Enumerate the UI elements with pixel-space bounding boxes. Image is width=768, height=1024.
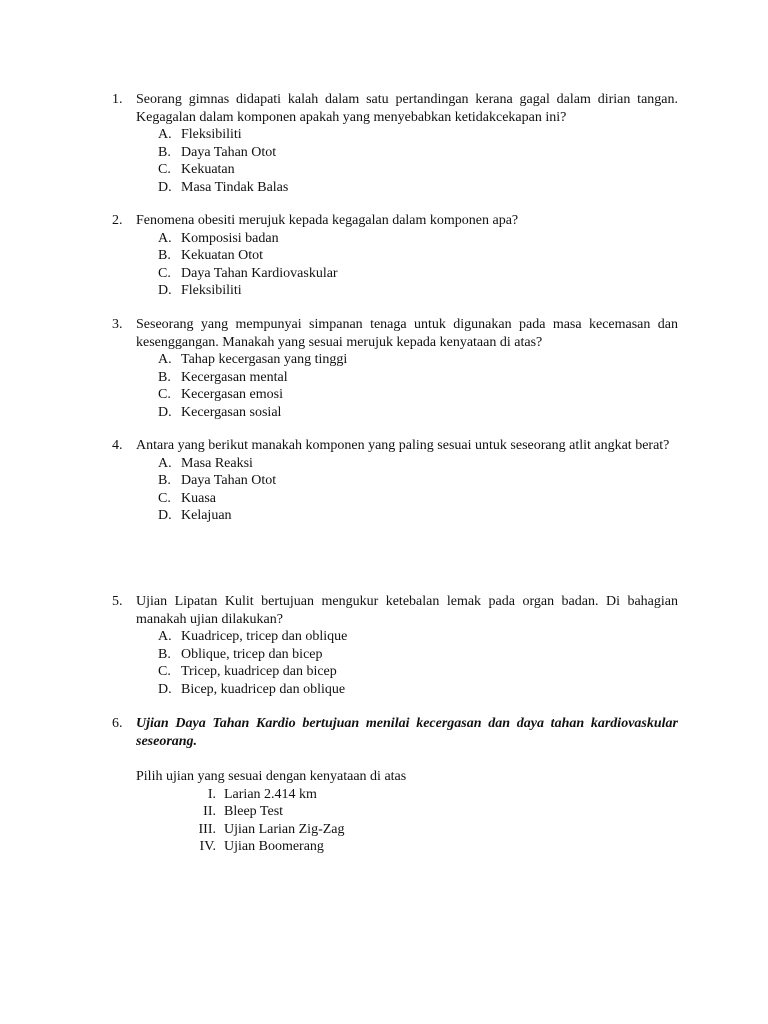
option-c[interactable] [158, 490, 678, 508]
question-text: Antara yang berikut manakah komponen yang paling sesuai untuk seseorang atlit angkat berat? [136, 438, 670, 453]
option-d[interactable] [158, 404, 678, 422]
option-label: C. [158, 265, 171, 281]
options-list [158, 628, 678, 698]
roman-label: I. [207, 786, 216, 802]
option-a[interactable] [158, 230, 678, 248]
question-1 [112, 91, 678, 196]
option-text: Daya Tahan Kardiovaskular [181, 265, 338, 281]
roman-label: II. [203, 804, 216, 819]
option-c[interactable] [158, 161, 678, 179]
question-text: Seseorang yang mempunyai simpanan tenaga untuk digunakan pada masa kecemasan dan kesenggangan. Manakah yang sesuai merujuk kepada kenyataan di atas? [136, 317, 678, 350]
question-4 [112, 437, 678, 525]
roman-item [112, 821, 678, 839]
option-text: Daya Tahan Otot [181, 144, 277, 160]
roman-list [112, 786, 678, 856]
roman-item [112, 803, 678, 821]
question-number: 6. [112, 716, 123, 731]
question-5 [112, 593, 678, 698]
option-text: Masa Reaksi [181, 455, 253, 471]
roman-label: III. [198, 821, 216, 837]
option-label: A. [158, 127, 172, 142]
option-label: A. [158, 629, 172, 644]
option-text: Masa Tindak Balas [181, 179, 289, 195]
option-label: B. [158, 144, 171, 160]
roman-label: IV. [199, 839, 216, 854]
option-text: Kelajuan [181, 508, 232, 523]
question-2 [112, 212, 678, 300]
question-number: 1. [112, 92, 123, 107]
option-text: Tahap kecergasan yang tinggi [181, 352, 348, 367]
option-text: Tricep, kuadricep dan bicep [181, 664, 337, 679]
roman-text: Ujian Boomerang [224, 839, 324, 854]
option-b[interactable] [158, 144, 678, 162]
options-list [158, 126, 678, 196]
question-number: 5. [112, 594, 123, 609]
option-text: Kekuatan [181, 162, 235, 177]
option-text: Kuasa [181, 490, 216, 506]
option-b[interactable] [158, 247, 678, 265]
roman-text: Ujian Larian Zig-Zag [224, 821, 345, 837]
question-text: Fenomena obesiti merujuk kepada kegagalan dalam komponen apa? [136, 213, 519, 228]
option-label: D. [158, 404, 172, 420]
option-c[interactable] [158, 265, 678, 283]
option-label: D. [158, 681, 172, 697]
option-text: Fleksibiliti [181, 283, 242, 298]
option-text: Kecergasan mental [181, 369, 288, 385]
option-label: C. [158, 664, 171, 679]
option-label: D. [158, 508, 172, 523]
option-label: B. [158, 248, 171, 263]
option-label: C. [158, 387, 171, 402]
option-label: B. [158, 473, 171, 488]
option-text: Oblique, tricep dan bicep [181, 646, 323, 662]
roman-item [112, 786, 678, 804]
option-label: D. [158, 179, 172, 195]
option-label: B. [158, 369, 171, 385]
question-text: Ujian Daya Tahan Kardio bertujuan menilai kecergasan dan daya tahan kardiovaskular seseorang. [136, 716, 678, 749]
question-text: Seorang gimnas didapati kalah dalam satu pertandingan kerana gagal dalam dirian tangan. Kegagalan dalam komponen apakah yang menyebabkan ketidakcekapan ini? [136, 92, 678, 125]
option-c[interactable] [158, 386, 678, 404]
option-label: A. [158, 230, 172, 246]
question-6 [112, 715, 678, 856]
option-b[interactable] [158, 369, 678, 387]
option-label: C. [158, 490, 171, 506]
option-text: Fleksibiliti [181, 127, 242, 142]
option-text: Komposisi badan [181, 230, 279, 246]
option-a[interactable] [158, 351, 678, 369]
option-a[interactable] [158, 455, 678, 473]
option-label: C. [158, 162, 171, 177]
option-text: Kekuatan Otot [181, 248, 264, 263]
option-text: Kecergasan emosi [181, 387, 283, 402]
option-text: Daya Tahan Otot [181, 473, 277, 488]
option-d[interactable] [158, 282, 678, 300]
question-number: 3. [112, 317, 123, 332]
question-number: 4. [112, 438, 123, 453]
option-label: A. [158, 352, 172, 367]
option-b[interactable] [158, 646, 678, 664]
option-text: Kuadricep, tricep dan oblique [181, 629, 348, 644]
option-c[interactable] [158, 663, 678, 681]
option-d[interactable] [158, 179, 678, 197]
options-list [158, 455, 678, 525]
option-text: Kecergasan sosial [181, 404, 282, 420]
options-list [158, 351, 678, 421]
option-a[interactable] [158, 628, 678, 646]
option-d[interactable] [158, 507, 678, 525]
option-a[interactable] [158, 126, 678, 144]
option-d[interactable] [158, 681, 678, 699]
question-number: 2. [112, 213, 123, 228]
options-list [158, 230, 678, 300]
question-text: Ujian Lipatan Kulit bertujuan mengukur ketebalan lemak pada organ badan. Di bahagian manakah ujian dilakukan? [136, 594, 678, 627]
roman-item [112, 838, 678, 856]
option-label: B. [158, 646, 171, 662]
question-3 [112, 316, 678, 421]
option-b[interactable] [158, 472, 678, 490]
option-label: D. [158, 283, 172, 298]
roman-text: Larian 2.414 km [224, 786, 317, 802]
roman-text: Bleep Test [224, 804, 284, 819]
question-prompt: Pilih ujian yang sesuai dengan kenyataan di atas [136, 769, 407, 784]
option-text: Bicep, kuadricep dan oblique [181, 681, 346, 697]
option-label: A. [158, 455, 172, 471]
